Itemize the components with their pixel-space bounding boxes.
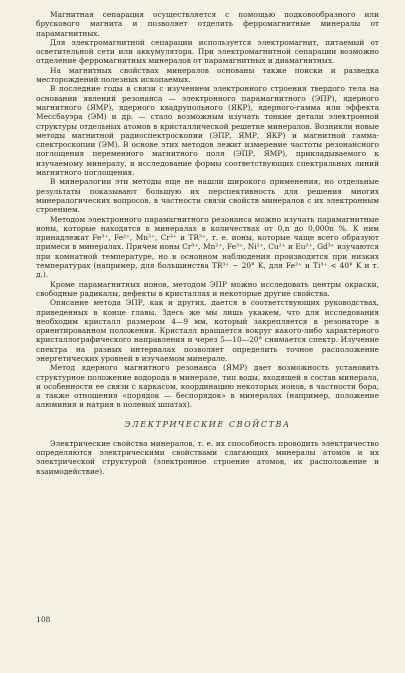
paragraph: В последние годы в связи с изучением электронного строения твердого тела на основании явлений резонанса — электронного парамагнитного (ЭПР), ядерного магнитного (ЯМР), ядерного квадрупольного (ЯКР), ядерного-гамма или эффекта Мессбауэра (ЭМ) и др. — стало возможным изучать тонкие детали электронной структуры отдельных атомов в кристаллической решетке минералов. Возникли новые методы магнитной радиоспектроскопии (ЭПР, ЯМР, ЯКР) и магнитной гамма-спектроскопии (ЭМ). В основе этих методов лежит измерение частоты резонансного поглощения переменного магнитного поля (ЭПР, ЯМР), прикладываемого к изучаемому минералу, и исследование формы соответствующих спектральных линий магнитного поглощения.: [36, 84, 379, 178]
paragraph: Магнитная сепарация осуществляется с помощью подковообразного или брускового магнита и позволяет отделить ферромагнитные минералы от парамагнитных.: [36, 10, 379, 38]
paragraph: В минералогии эти методы еще не нашли широкого применения, но отдельные результаты показывают большую их перспективность для решения многих минералогических вопросов, в частности связи свойств минералов с их электронным строением.: [36, 177, 379, 215]
page-number: 108: [36, 615, 51, 624]
paragraph: Для электромагнитной сепарации используется электромагнит, питаемый от осветительной сети или аккумулятора. При электромагнитной сепарации возможно отделение ферромагнитных минералов от парамагнитных и диамагнитных.: [36, 37, 379, 66]
paragraph: Методом электронного парамагнитного резонанса можно изучать парамагнитные ионы, которые находятся в минералах в количествах от 0,n до 0,000n %. К ним принадлежат Fe³⁺, Fe²⁺, Mn²⁺, Cr³⁺ и TR³⁺, т. е. ионы, которые чаще всего образуют примеси в минералах. Причем ионы Cr³⁺, Mn²⁺, Fe³⁺, Ni²⁺, Cu²⁺ и Eu²⁺, Gd³⁺ изучаются при комнатной температуре, но в основном наблюдения производятся при низких температурах (например, для большинства TR³⁺ ~ 20° K, для Fe²⁺ и Ti³⁺ < 40° K и т. д.).: [36, 214, 379, 280]
paragraph: Описание метода ЭПР, как и других, дается в соответствующих руководствах, приведенных в конце главы. Здесь же мы лишь укажем, что для исследования необходим кристалл размером 4—9 мм, который закрепляется в резонаторе в ориентированном положении. Кристалл вращается вокруг какого-либо характерного кристаллографического направления и через 5—10—20° снимается спектр. Изучение спектра на разных интервалах позволяет определить точное расположение энергетических уровней в изучаемом минерале.: [36, 298, 379, 363]
section-heading: ЭЛЕКТРИЧЕСКИЕ СВОЙСТВА: [124, 419, 291, 429]
paragraph: На магнитных свойствах минералов основаны также поиски и разведка месторождений полезных ископаемых.: [36, 65, 379, 85]
paragraph: Кроме парамагнитных ионов, методом ЭПР можно исследовать центры окраски, свободные радикалы, дефекты в кристаллах и некоторые другие свойства.: [36, 279, 379, 298]
paragraph: Метод ядерного магнитного резонанса (ЯМР) дает возможность установить структурное положение водорода в минерале, тип воды, входящей в состав минерала, и особенности ее связи с каркасом, координацию некоторых ионов, в частности бора, а также отношения «порядок — беспорядок» в минералах (например, положение алюминия и натрия в полевых шпатах).: [36, 363, 379, 410]
text-block-bottom: [36, 439, 379, 476]
paragraph: Электрические свойства минералов, т. е. их способность проводить электричество определяются электрическими свойствами слагающих минералы атомов и их электрической структурой (электронное строение атомов, их расположение и взаимодействие).: [36, 438, 379, 476]
text-block-top: [36, 10, 379, 410]
